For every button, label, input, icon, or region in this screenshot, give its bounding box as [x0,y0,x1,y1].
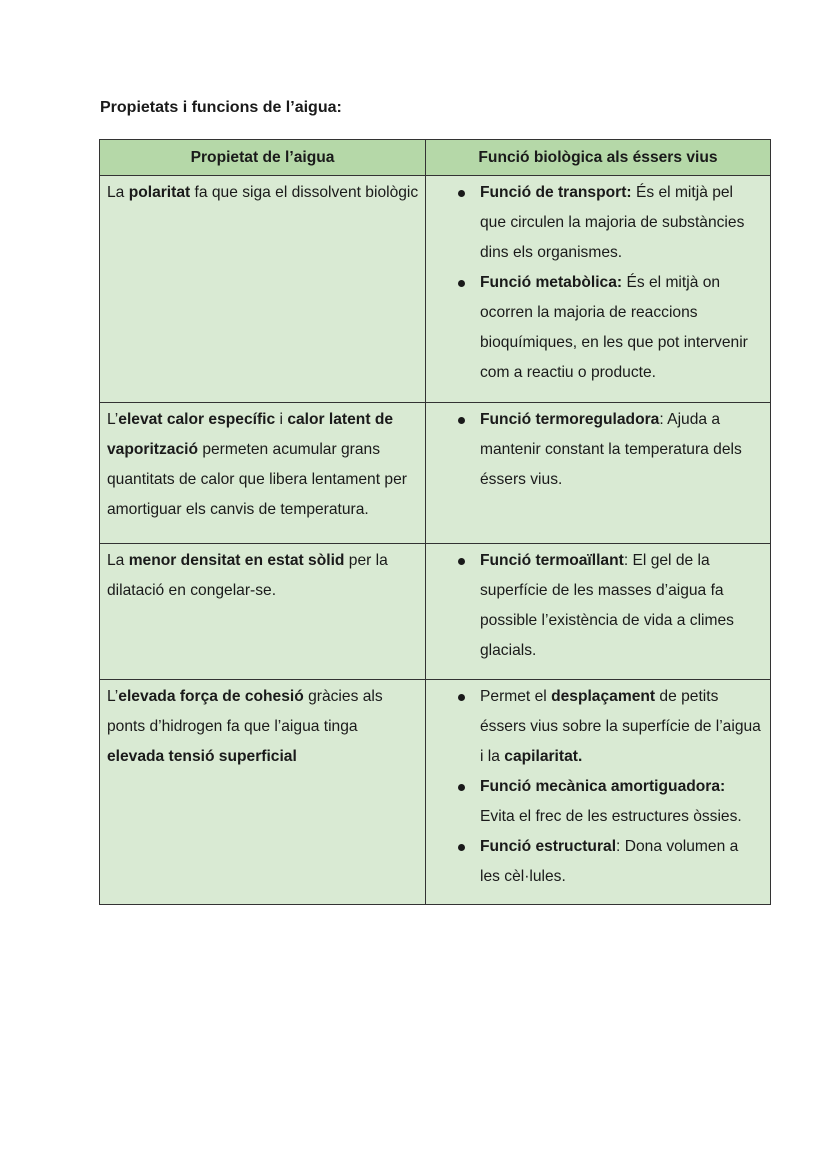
text: gràcies als ponts d’hidrogen fa que l’aigua tinga [107,688,383,735]
table-row [100,176,771,403]
list-item [434,682,762,772]
function-cell [426,176,771,403]
property-cell [100,544,426,680]
bold-text: Funció termoreguladora [480,411,660,428]
text: Permet el [480,688,552,705]
page-title: Propietats i funcions de l’aigua: [100,99,342,116]
header-function: Funció biològica als éssers vius [426,140,771,176]
function-cell [426,544,771,680]
text: La [107,552,129,569]
bold-text: Funció mecànica amortiguadora: [480,778,726,795]
text: de petits éssers vius sobre la superfície de l’aigua i la [480,688,761,765]
text: La [107,184,129,201]
text: per la dilatació en congelar-se. [107,552,388,599]
bold-text: polaritat [128,184,191,201]
function-list [434,178,762,388]
text: L’ [107,688,119,705]
text: És el mitjà pel que circulen la majoria de substàncies dins els organismes. [480,184,745,261]
text: : El gel de la superfície de les masses d’aigua fa possible l’existència de vida a climes glacials. [480,552,734,659]
property-cell [100,680,426,905]
header-property: Propietat de l’aigua [100,140,426,176]
list-item [434,268,762,388]
function-cell [426,680,771,905]
text: i [275,411,288,428]
function-list [434,405,762,495]
text: : Ajuda a mantenir constant la temperatura dels éssers vius. [480,411,742,488]
list-item [434,832,762,892]
function-cell [426,403,771,544]
function-list [434,546,762,666]
bold-text: capilaritat. [504,748,583,765]
text: fa que siga el dissolvent biològic [190,184,419,201]
text: L’ [107,411,119,428]
properties-table [99,139,771,905]
table-row [100,544,771,680]
bold-text: elevat calor específic [118,411,276,428]
list-item [434,178,762,268]
table-row [100,680,771,905]
bold-text: Funció termoaïllant [480,552,624,569]
bold-text: menor densitat en estat sòlid [128,552,345,569]
bold-text: desplaçament [551,688,656,705]
bold-text: elevada força de cohesió [118,688,304,705]
function-list [434,682,762,892]
list-item [434,405,762,495]
property-cell [100,403,426,544]
table-row [100,403,771,544]
property-cell [100,176,426,403]
table-header-row [100,140,771,176]
bold-text: elevada tensió superficial [107,748,297,765]
bold-text: Funció metabòlica: [480,274,623,291]
text: És el mitjà on ocorren la majoria de reaccions bioquímiques, en les que pot intervenir com a reactiu o producte. [480,274,748,381]
bold-text: Funció de transport: [480,184,632,201]
text: : Dona volumen a les cèl·lules. [480,838,739,885]
list-item [434,772,762,832]
text: Evita el frec de les estructures òssies. [480,808,742,825]
text: permeten acumular grans quantitats de calor que libera lentament per amortiguar els canvis de temperatura. [107,441,407,518]
bold-text: Funció estructural [480,838,617,855]
bold-text: calor latent de vaporització [107,411,394,458]
list-item [434,546,762,666]
